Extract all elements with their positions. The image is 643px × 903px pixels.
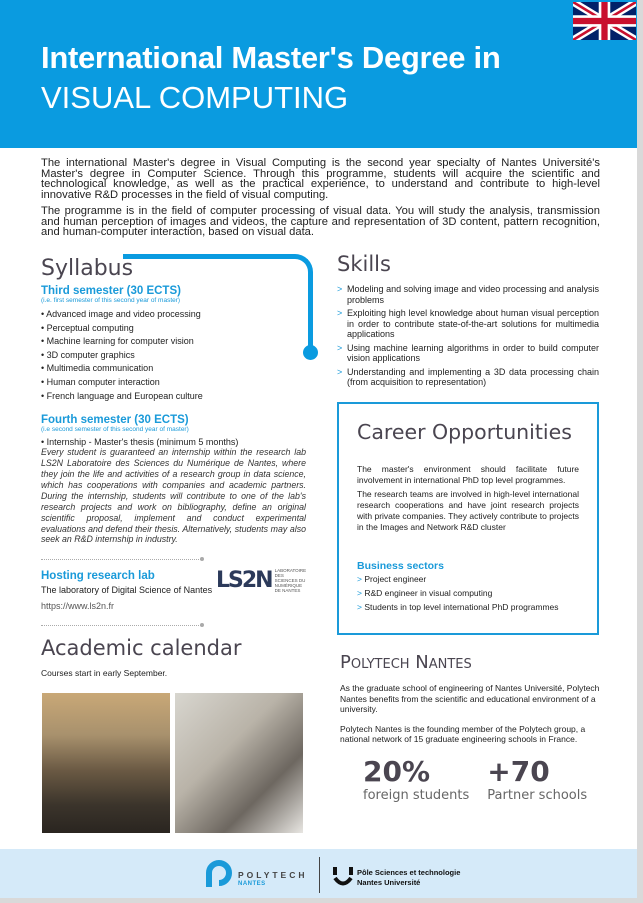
lab-name: The laboratory of Digital Science of Nantes (41, 585, 213, 596)
chevron-right-icon: > (337, 284, 343, 294)
ls2n-logo-sub: LABORATOIRE DES SCIENCES DU NUMÉRIQUE DE NANTES (274, 568, 307, 594)
uk-flag-icon[interactable] (573, 2, 636, 40)
nantes-universite-logo-icon (333, 867, 353, 887)
sectors-title: Business sectors (357, 559, 444, 572)
syllabus-title: Syllabus (41, 256, 134, 281)
skills-title: Skills (337, 252, 391, 276)
skill-item: > Using machine learning algorithms in order to build computer vision applications (337, 342, 599, 363)
calendar-text: Courses start in early September. (41, 668, 168, 679)
lab-title: Hosting research lab (41, 570, 155, 583)
polytech-logo-icon (203, 857, 233, 891)
divider (41, 625, 201, 626)
sector-item: > R&D engineer in visual computing (357, 587, 493, 598)
polytech-title: Polytech Nantes (340, 652, 472, 673)
internship-label: Internship - Master's thesis (minimum 5 months) (46, 437, 239, 448)
title-line1: International Master's Degree in (41, 40, 501, 75)
fourth-semester-title: Fourth semester (30 ECTS) (41, 414, 189, 427)
polytech-logo-text: POLYTECH (238, 870, 308, 880)
stat-foreign-students: 20% foreign students (363, 754, 470, 803)
polytech-paragraph: As the graduate school of engineering of Nantes Université, Polytech Nantes benefits from the scientific and educational environment of a university. (340, 683, 600, 714)
intro (41, 158, 600, 244)
sector-item: > Students in top level international PhD programmes (357, 601, 559, 612)
skill-item: > Modeling and solving image and video processing and analysis problems (337, 284, 599, 305)
title-line2: VISUAL COMPUTING (41, 80, 349, 115)
stat-partner-schools: +70 Partner schools (487, 754, 588, 803)
skills-section (337, 252, 599, 391)
third-semester-list (41, 308, 306, 403)
chevron-right-icon: > (337, 366, 343, 377)
chevron-right-icon: > (357, 573, 365, 584)
course-item: • French language and European culture (41, 390, 306, 404)
chevron-right-icon: > (357, 587, 365, 598)
skill-item: > Understanding and implementing a 3D data processing chain (from acquisition to representation) (337, 366, 599, 387)
polytech-logo-nantes: NANTES (238, 881, 266, 887)
virtual-city-photo (42, 693, 170, 833)
skill-item: > Exploiting high level knowledge about human visual perception in order to contribute state-of-the-art solutions for multimedia applications (337, 308, 599, 339)
internship-text: Every student is guaranteed an internship within the research lab LS2N Laboratoire des Sciences du Numérique de Nantes, where they join the life and activities of a research group in data science, which has cooperations with companies and academic partners. During the internship, students will contribute to one of the lab's research projects and work on bibliography, define an original scientific proposal, implement and conduct experimental evaluations and defend their thesis. Alternatively, students may also seek an R&D internship in industry. (41, 447, 306, 545)
ls2n-logo-text: LS2N (216, 568, 272, 594)
chevron-right-icon: > (337, 342, 343, 353)
career-box (337, 402, 599, 635)
divider (319, 857, 320, 893)
internship-item: • Internship - Master's thesis (minimum 5 months) (41, 437, 239, 448)
career-paragraph: The research teams are involved in high-level international research cooperations and have joint research projects with private companies. They actively contribute to projects in the Images and Network R&D cluster (357, 488, 579, 533)
stats (363, 755, 605, 803)
polytech-section (340, 652, 605, 803)
career-paragraph: The master's environment should facilitate future involvement in international PhD top level programmes. (357, 464, 579, 486)
course-item: • 3D computer graphics (41, 349, 306, 363)
research-lab (41, 570, 306, 611)
nantes-universite-text: Pôle Sciences et technologie Nantes Université (357, 868, 461, 887)
calendar-section (41, 636, 306, 678)
course-item: • Advanced image and video processing (41, 308, 306, 322)
polytech-paragraph: Polytech Nantes is the founding member of the Polytech group, a national network of 15 graduate engineering schools in France. (340, 723, 586, 744)
chevron-right-icon: > (337, 308, 343, 318)
chevron-right-icon: > (357, 601, 365, 612)
intro-paragraph: The programme is in the field of computer processing of visual data. You will study the analysis, transmission and human perception of images and videos, the capture and representation of 3D content, pattern recognition, and human-computer interaction, based on visual data. (41, 205, 600, 238)
divider (41, 559, 201, 560)
calendar-title: Academic calendar (41, 636, 242, 661)
header-banner (0, 0, 637, 148)
third-semester-note: (i.e. first semester of this second year of master) (41, 297, 181, 304)
career-title: Career Opportunities (357, 420, 572, 444)
sector-item: > Project engineer (357, 573, 427, 584)
vr-headset-photo (175, 693, 303, 833)
intro-paragraph: The international Master's degree in Visual Computing is the second year specialty of Nantes Université's Master's degree in Computer Science. Through this programme, students will acquire the scientific and technological knowledge, as well as the practical experience, to understand and contribute to high-level innovative R&D processes in the field of visual computing. (41, 157, 600, 201)
fourth-semester-note: (i.e second semester of this second year of master) (41, 426, 189, 434)
course-item: • Human computer interaction (41, 376, 306, 390)
lab-url-link[interactable]: https://www.ls2n.fr (41, 601, 115, 612)
syllabus-section (41, 256, 306, 678)
course-item: • Machine learning for computer vision (41, 335, 306, 349)
course-item: • Perceptual computing (41, 322, 306, 336)
ls2n-logo (216, 568, 307, 593)
third-semester-title: Third semester (30 ECTS) (41, 285, 181, 297)
course-item: • Multimedia communication (41, 362, 306, 376)
